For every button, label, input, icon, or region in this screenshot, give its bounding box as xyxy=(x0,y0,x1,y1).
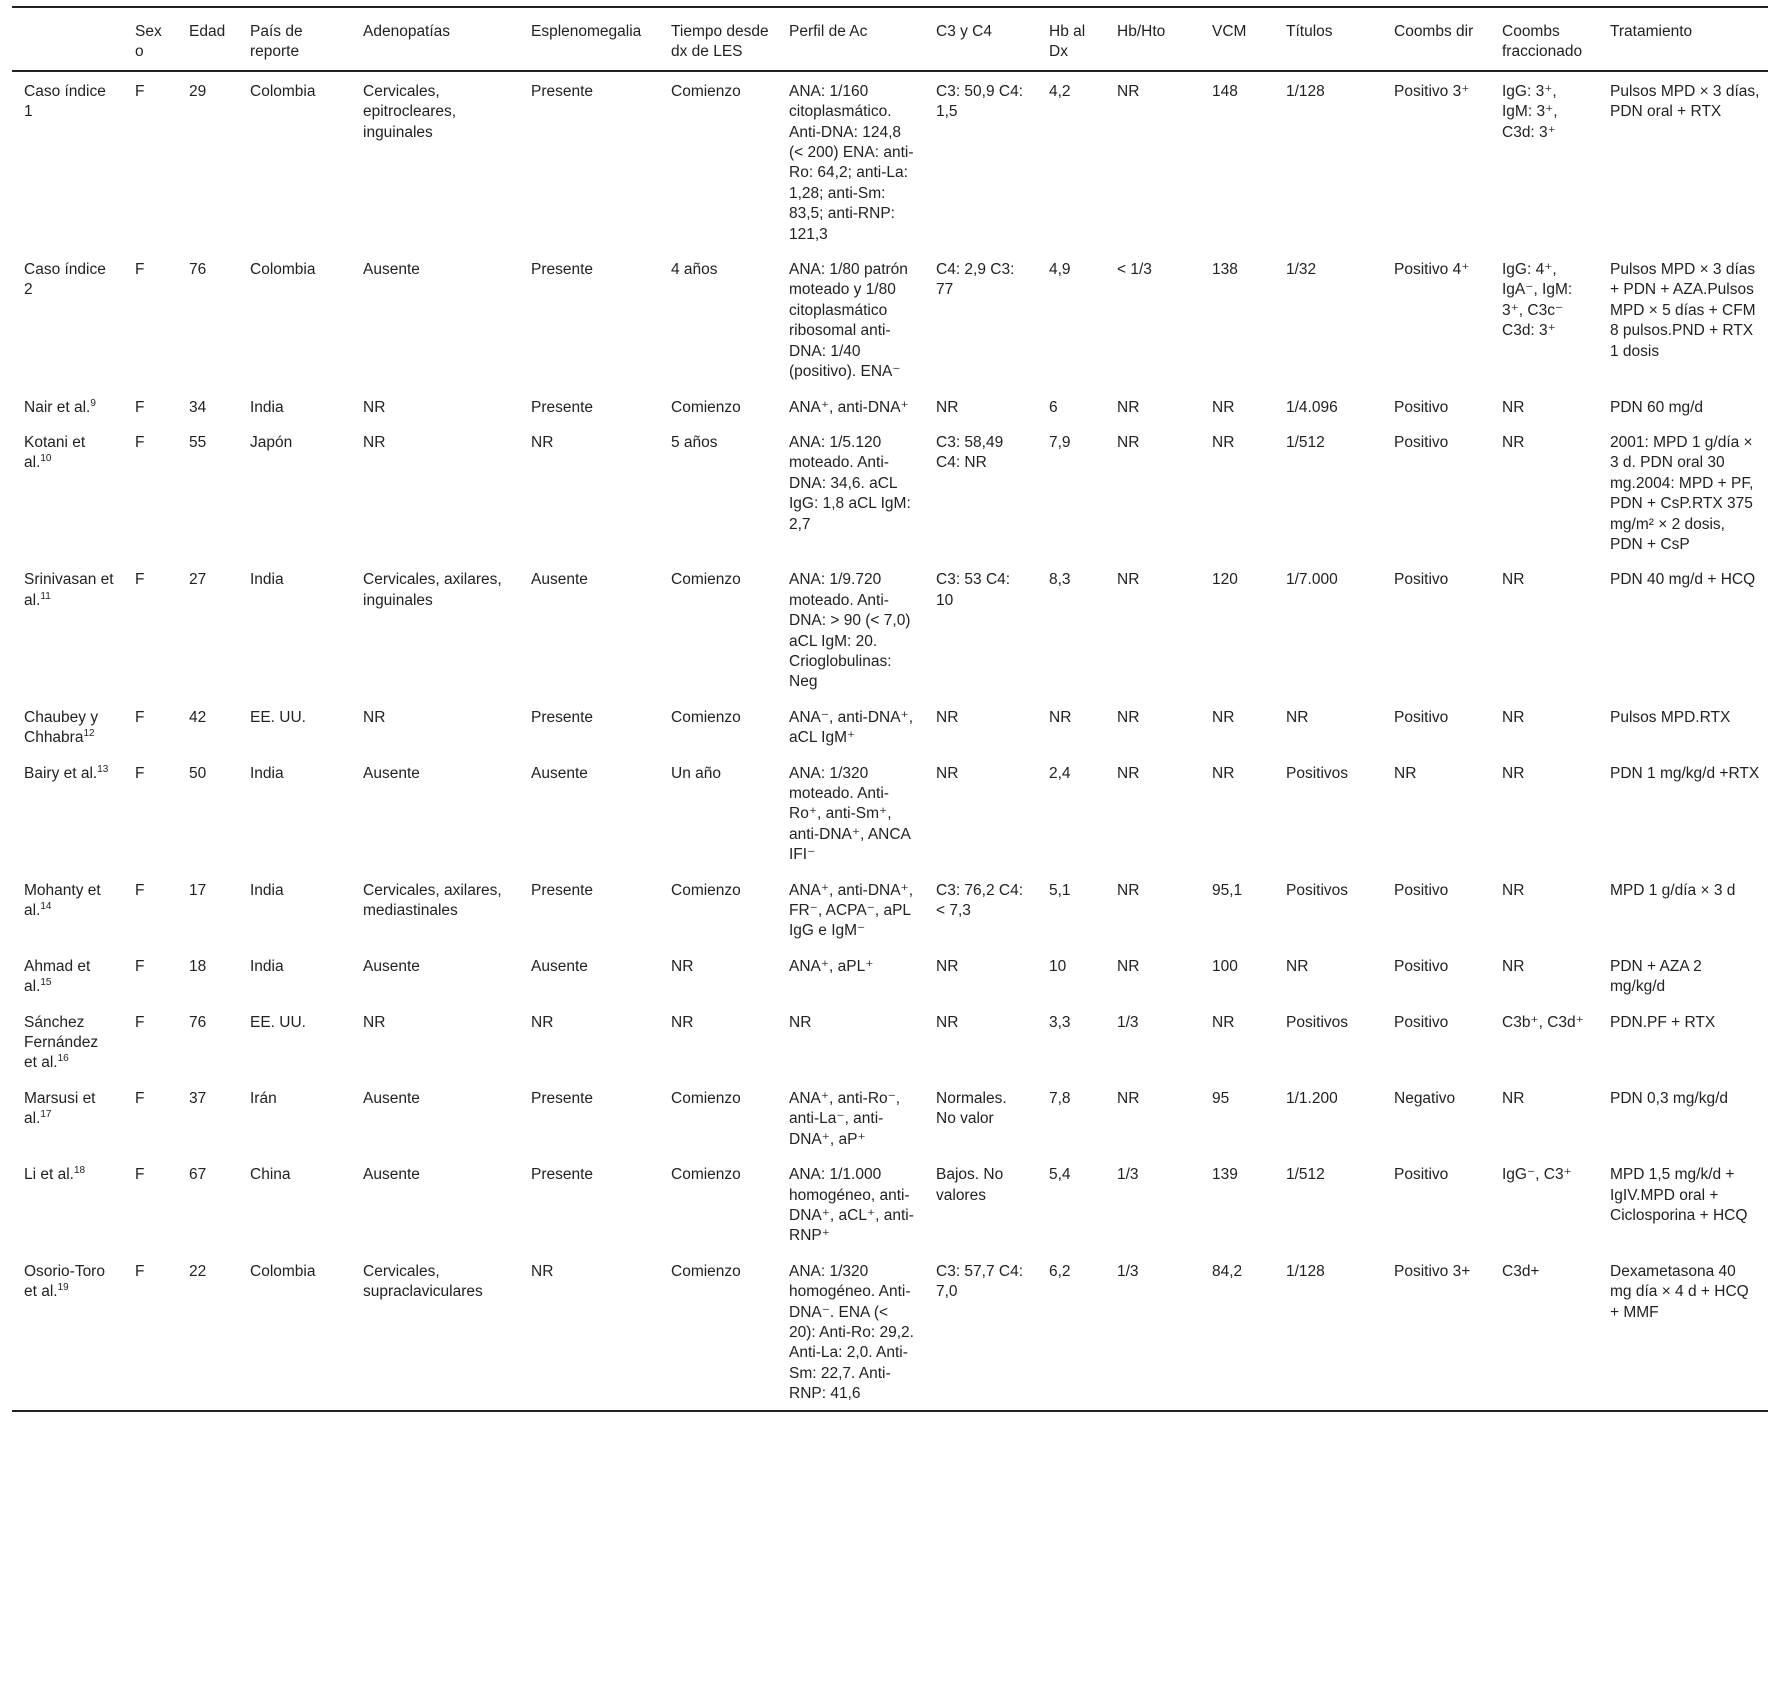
hb-hto-cell: NR xyxy=(1117,82,1140,100)
adenopatias-cell: Ausente xyxy=(363,764,420,782)
adenopatias-cell: Cervicales, axilares, mediastinales xyxy=(363,881,502,920)
pais-cell: India xyxy=(250,571,284,589)
titulos-cell: Positivos xyxy=(1286,764,1349,782)
edad-cell: 27 xyxy=(189,571,207,589)
table-row xyxy=(12,698,1768,754)
coombs-frac-cell: C3b⁺, C3d⁺ xyxy=(1502,1013,1584,1031)
coombs-dir-cell: Negativo xyxy=(1394,1089,1456,1107)
edad-cell: 42 xyxy=(189,708,207,726)
header-cell-hb-hto: Hb/Hto xyxy=(1117,23,1166,40)
perfil-ac-cell: ANA: 1/320 homogéneo. Anti-DNA⁻. ENA (< 20): Anti-Ro: 29,2. Anti-La: 2,0. Anti-Sm: 22,7. Anti-RNP: 41,6 xyxy=(789,1262,914,1403)
case-name: Osorio-Toro et al. xyxy=(24,1262,105,1301)
c3-c4-cell: C4: 2,9 C3: 77 xyxy=(936,261,1015,299)
header-cell-coombs-dir: Coombs dir xyxy=(1394,23,1474,40)
tratamiento-cell: PDN 60 mg/d xyxy=(1610,398,1704,416)
edad-cell: 67 xyxy=(189,1166,207,1184)
sexo-cell: F xyxy=(135,571,145,589)
reference-number: 9 xyxy=(90,397,96,409)
tiempo-cell: NR xyxy=(671,957,694,975)
vcm-cell: 139 xyxy=(1212,1166,1238,1184)
sexo-cell: F xyxy=(135,1089,145,1107)
edad-cell: 37 xyxy=(189,1089,207,1107)
perfil-ac-cell: ANA⁺, anti-Ro⁻, anti-La⁻, anti-DNA⁺, aP⁺ xyxy=(789,1089,901,1148)
pais-cell: Colombia xyxy=(250,261,316,279)
c3-c4-cell: C3: 58,49 C4: NR xyxy=(936,433,1004,472)
hb-hto-cell: < 1/3 xyxy=(1117,261,1152,279)
vcm-cell: 148 xyxy=(1212,82,1238,100)
titulos-cell: 1/512 xyxy=(1286,433,1325,451)
c3-c4-cell: NR xyxy=(936,957,959,975)
titulos-cell: Positivos xyxy=(1286,1013,1349,1031)
tiempo-cell: Comienzo xyxy=(671,1166,741,1184)
reference-number: 11 xyxy=(40,590,51,602)
tratamiento-cell: MPD 1,5 mg/k/d + IgIV.MPD oral + Ciclosporina + HCQ xyxy=(1610,1166,1748,1224)
vcm-cell: NR xyxy=(1212,433,1235,451)
esplenomegalia-cell: Presente xyxy=(531,881,594,899)
sexo-cell: F xyxy=(135,957,145,975)
header-cell-esplenomegalia: Esplenomegalia xyxy=(531,23,642,40)
case-name: Ahmad et al. xyxy=(24,957,91,996)
vcm-cell: 95 xyxy=(1212,1089,1230,1107)
c3-c4-cell: Bajos. No valores xyxy=(936,1166,1004,1204)
perfil-ac-cell: ANA: 1/9.720 moteado. Anti-DNA: > 90 (< 7,0) aCL IgM: 20. Crioglobulinas: Neg xyxy=(789,571,911,691)
hb-hto-cell: NR xyxy=(1117,881,1140,899)
pais-cell: India xyxy=(250,957,284,975)
header-cell-hb-dx: Hb al Dx xyxy=(1049,23,1086,61)
hb-hto-cell: 1/3 xyxy=(1117,1013,1139,1031)
reference-number: 17 xyxy=(40,1109,52,1121)
reference-number: 13 xyxy=(97,763,109,775)
case-cell xyxy=(12,388,123,423)
case-cell xyxy=(12,423,123,560)
header-row xyxy=(12,7,1768,71)
titulos-cell: NR xyxy=(1286,708,1309,726)
perfil-ac-cell: ANA⁻, anti-DNA⁺, aCL IgM⁺ xyxy=(789,708,914,747)
c3-c4-cell: C3: 53 C4: 10 xyxy=(936,571,1011,609)
table-row xyxy=(12,560,1768,697)
table-header xyxy=(12,7,1768,71)
hb-dx-cell: 5,4 xyxy=(1049,1166,1071,1184)
header-cell-vcm: VCM xyxy=(1212,23,1247,40)
pais-cell: EE. UU. xyxy=(250,1013,306,1031)
sexo-cell: F xyxy=(135,82,145,100)
hb-dx-cell: 6 xyxy=(1049,398,1058,416)
case-cell xyxy=(12,871,123,947)
perfil-ac-cell: ANA⁺, anti-DNA⁺, FR⁻, ACPA⁻, aPL IgG e IgM⁻ xyxy=(789,881,914,940)
vcm-cell: 95,1 xyxy=(1212,881,1243,899)
adenopatias-cell: NR xyxy=(363,1013,386,1031)
c3-c4-cell: C3: 57,7 C4: 7,0 xyxy=(936,1262,1024,1301)
coombs-frac-cell: NR xyxy=(1502,881,1525,899)
coombs-frac-cell: NR xyxy=(1502,1089,1525,1107)
esplenomegalia-cell: Presente xyxy=(531,398,594,416)
perfil-ac-cell: ANA: 1/5.120 moteado. Anti-DNA: 34,6. aCL IgG: 1,8 aCL IgM: 2,7 xyxy=(789,433,911,533)
coombs-frac-cell: NR xyxy=(1502,957,1525,975)
adenopatias-cell: NR xyxy=(363,433,386,451)
coombs-dir-cell: Positivo xyxy=(1394,571,1449,589)
vcm-cell: NR xyxy=(1212,1013,1235,1031)
tratamiento-cell: PDN 0,3 mg/kg/d xyxy=(1610,1089,1729,1107)
coombs-dir-cell: Positivo xyxy=(1394,708,1449,726)
coombs-dir-cell: Positivo xyxy=(1394,1166,1449,1184)
case-name: Chaubey y Chhabra xyxy=(24,708,99,747)
esplenomegalia-cell: Presente xyxy=(531,1166,594,1184)
edad-cell: 29 xyxy=(189,82,207,100)
pais-cell: India xyxy=(250,398,284,416)
coombs-frac-cell: IgG: 4⁺, IgA⁻, IgM: 3⁺, C3c⁻ C3d: 3⁺ xyxy=(1502,261,1573,340)
coombs-dir-cell: NR xyxy=(1394,764,1417,782)
header-cell-tratamiento: Tratamiento xyxy=(1610,23,1693,40)
coombs-frac-cell: NR xyxy=(1502,764,1525,782)
coombs-dir-cell: Positivo xyxy=(1394,881,1449,899)
titulos-cell: NR xyxy=(1286,957,1309,975)
table-row xyxy=(12,71,1768,250)
case-name: Bairy et al. xyxy=(24,764,98,782)
coombs-frac-cell: NR xyxy=(1502,708,1525,726)
coombs-frac-cell: NR xyxy=(1502,398,1525,416)
tiempo-cell: Comienzo xyxy=(671,881,741,899)
esplenomegalia-cell: NR xyxy=(531,1013,554,1031)
tratamiento-cell: PDN + AZA 2 mg/kg/d xyxy=(1610,957,1702,996)
tiempo-cell: Comienzo xyxy=(671,708,741,726)
header-cell-edad: Edad xyxy=(189,23,226,40)
titulos-cell: 1/512 xyxy=(1286,1166,1325,1184)
coombs-dir-cell: Positivo 3+ xyxy=(1394,1262,1471,1280)
table-row xyxy=(12,423,1768,560)
tratamiento-cell: Pulsos MPD.RTX xyxy=(1610,708,1731,726)
tiempo-cell: NR xyxy=(671,1013,694,1031)
case-cell xyxy=(12,560,123,697)
pais-cell: India xyxy=(250,764,284,782)
hb-hto-cell: NR xyxy=(1117,398,1140,416)
table-row xyxy=(12,1252,1768,1411)
esplenomegalia-cell: Presente xyxy=(531,261,594,279)
case-cell xyxy=(12,698,123,754)
case-cell xyxy=(12,1155,123,1252)
c3-c4-cell: NR xyxy=(936,398,959,416)
sexo-cell: F xyxy=(135,1262,145,1280)
pais-cell: EE. UU. xyxy=(250,708,306,726)
hb-hto-cell: NR xyxy=(1117,1089,1140,1107)
reference-number: 18 xyxy=(73,1164,86,1176)
coombs-dir-cell: Positivo xyxy=(1394,957,1449,975)
titulos-cell: 1/4.096 xyxy=(1286,398,1338,416)
header-cell-perfil: Perfil de Ac xyxy=(789,23,868,40)
case-name: Caso índice 1 xyxy=(24,82,106,121)
c3-c4-cell: Normales. No valor xyxy=(936,1089,1007,1128)
vcm-cell: 120 xyxy=(1212,571,1238,589)
perfil-ac-cell: ANA: 1/320 moteado. Anti-Ro⁺, anti-Sm⁺, anti-DNA⁺, ANCA IFI⁻ xyxy=(789,764,911,864)
tratamiento-cell: Pulsos MPD × 3 días, PDN oral + RTX xyxy=(1610,82,1760,121)
case-cell xyxy=(12,250,123,387)
vcm-cell: 138 xyxy=(1212,261,1238,279)
hb-hto-cell: 1/3 xyxy=(1117,1262,1139,1280)
coombs-dir-cell: Positivo 4⁺ xyxy=(1394,261,1470,279)
adenopatias-cell: Cervicales, epitrocleares, inguinales xyxy=(363,82,457,141)
adenopatias-cell: Cervicales, axilares, inguinales xyxy=(363,571,502,609)
hb-dx-cell: 7,9 xyxy=(1049,433,1071,451)
hb-dx-cell: 4,9 xyxy=(1049,261,1071,279)
hb-dx-cell: 3,3 xyxy=(1049,1013,1071,1031)
case-name: Sánchez Fernández et al. xyxy=(24,1013,99,1072)
vcm-cell: 100 xyxy=(1212,957,1238,975)
header-cell-case xyxy=(12,7,123,71)
case-name: Nair et al. xyxy=(24,398,91,416)
table-row xyxy=(12,754,1768,871)
hb-hto-cell: 1/3 xyxy=(1117,1166,1139,1184)
esplenomegalia-cell: Presente xyxy=(531,82,594,100)
coombs-frac-cell: NR xyxy=(1502,571,1525,589)
reference-number: 10 xyxy=(40,453,52,465)
perfil-ac-cell: ANA: 1/1.000 homogéneo, anti-DNA⁺, aCL⁺, anti-RNP⁺ xyxy=(789,1166,914,1245)
sexo-cell: F xyxy=(135,881,145,899)
titulos-cell: 1/1.200 xyxy=(1286,1089,1338,1107)
tratamiento-cell: PDN 40 mg/d + HCQ xyxy=(1610,571,1756,589)
adenopatias-cell: NR xyxy=(363,398,386,416)
coombs-dir-cell: Positivo xyxy=(1394,433,1449,451)
esplenomegalia-cell: Presente xyxy=(531,708,594,726)
hb-dx-cell: 6,2 xyxy=(1049,1262,1071,1280)
coombs-dir-cell: Positivo 3⁺ xyxy=(1394,82,1470,100)
tratamiento-cell: PDN 1 mg/kg/d +RTX xyxy=(1610,764,1760,782)
table-body xyxy=(12,71,1768,1411)
adenopatias-cell: Ausente xyxy=(363,957,420,975)
pais-cell: Irán xyxy=(250,1089,277,1107)
edad-cell: 34 xyxy=(189,398,207,416)
case-cell xyxy=(12,1079,123,1155)
hb-dx-cell: 8,3 xyxy=(1049,571,1071,589)
esplenomegalia-cell: Ausente xyxy=(531,764,588,782)
titulos-cell: 1/32 xyxy=(1286,261,1317,279)
hb-dx-cell: 2,4 xyxy=(1049,764,1071,782)
c3-c4-cell: NR xyxy=(936,708,959,726)
header-cell-pais: País de reporte xyxy=(250,23,303,61)
c3-c4-cell: C3: 50,9 C4: 1,5 xyxy=(936,82,1024,121)
hb-hto-cell: NR xyxy=(1117,571,1140,589)
table-row xyxy=(12,250,1768,387)
table-row xyxy=(12,947,1768,1003)
reference-number: 19 xyxy=(57,1281,69,1293)
sexo-cell: F xyxy=(135,398,145,416)
table-row xyxy=(12,871,1768,947)
titulos-cell: 1/128 xyxy=(1286,1262,1325,1280)
tiempo-cell: Comienzo xyxy=(671,82,741,100)
sexo-cell: F xyxy=(135,261,145,279)
reference-number: 15 xyxy=(40,977,52,989)
esplenomegalia-cell: Ausente xyxy=(531,957,588,975)
titulos-cell: Positivos xyxy=(1286,881,1349,899)
titulos-cell: 1/7.000 xyxy=(1286,571,1338,589)
header-cell-titulos: Títulos xyxy=(1286,23,1333,40)
vcm-cell: 84,2 xyxy=(1212,1262,1243,1280)
esplenomegalia-cell: NR xyxy=(531,1262,554,1280)
case-cell xyxy=(12,1003,123,1079)
edad-cell: 76 xyxy=(189,1013,207,1031)
reference-number: 12 xyxy=(83,728,95,740)
hb-hto-cell: NR xyxy=(1117,433,1140,451)
tiempo-cell: Comienzo xyxy=(671,398,741,416)
pais-cell: China xyxy=(250,1166,291,1184)
hb-hto-cell: NR xyxy=(1117,764,1140,782)
case-name: Caso índice 2 xyxy=(24,261,106,299)
pais-cell: India xyxy=(250,881,284,899)
esplenomegalia-cell: Presente xyxy=(531,1089,594,1107)
titulos-cell: 1/128 xyxy=(1286,82,1325,100)
tratamiento-cell: Pulsos MPD × 3 días + PDN + AZA.Pulsos MPD × 5 días + CFM 8 pulsos.PND + RTX 1 dosis xyxy=(1610,261,1756,360)
sexo-cell: F xyxy=(135,433,145,451)
c3-c4-cell: NR xyxy=(936,764,959,782)
tratamiento-cell: PDN.PF + RTX xyxy=(1610,1013,1716,1031)
sexo-cell: F xyxy=(135,1013,145,1031)
tratamiento-cell: MPD 1 g/día × 3 d xyxy=(1610,881,1736,899)
sexo-cell: F xyxy=(135,708,145,726)
tratamiento-cell: Dexametasona 40 mg día × 4 d + HCQ + MMF xyxy=(1610,1262,1749,1321)
reference-number: 16 xyxy=(57,1053,69,1065)
coombs-dir-cell: Positivo xyxy=(1394,398,1449,416)
table-row xyxy=(12,1003,1768,1079)
edad-cell: 55 xyxy=(189,433,207,451)
hb-dx-cell: 4,2 xyxy=(1049,82,1071,100)
hb-hto-cell: NR xyxy=(1117,957,1140,975)
case-name: Li et al. xyxy=(24,1166,74,1184)
pais-cell: Colombia xyxy=(250,82,316,100)
tiempo-cell: 4 años xyxy=(671,261,718,279)
edad-cell: 22 xyxy=(189,1262,207,1280)
coombs-frac-cell: IgG: 3⁺, IgM: 3⁺, C3d: 3⁺ xyxy=(1502,82,1558,141)
vcm-cell: NR xyxy=(1212,764,1235,782)
adenopatias-cell: Ausente xyxy=(363,1166,420,1184)
tiempo-cell: Un año xyxy=(671,764,721,782)
case-cell xyxy=(12,71,123,250)
esplenomegalia-cell: NR xyxy=(531,433,554,451)
edad-cell: 18 xyxy=(189,957,207,975)
tratamiento-cell: 2001: MPD 1 g/día × 3 d. PDN oral 30 mg.2004: MPD + PF, PDN + CsP.RTX 375 mg/m² × 2 dosis, PDN + CsP xyxy=(1610,433,1754,553)
perfil-ac-cell: ANA⁺, aPL⁺ xyxy=(789,957,874,975)
tiempo-cell: Comienzo xyxy=(671,1262,741,1280)
header-cell-c3c4: C3 y C4 xyxy=(936,23,992,40)
coombs-frac-cell: NR xyxy=(1502,433,1525,451)
tiempo-cell: Comienzo xyxy=(671,571,741,589)
reference-number: 14 xyxy=(40,900,52,912)
perfil-ac-cell: ANA⁺, anti-DNA⁺ xyxy=(789,398,909,416)
sexo-cell: F xyxy=(135,764,145,782)
adenopatias-cell: NR xyxy=(363,708,386,726)
table-row xyxy=(12,1079,1768,1155)
header-cell-sexo: Sexo xyxy=(135,23,162,61)
hb-dx-cell: 10 xyxy=(1049,957,1067,975)
case-cell xyxy=(12,754,123,871)
case-cell xyxy=(12,1252,123,1411)
header-cell-coombs-frac: Coombs fraccionado xyxy=(1502,23,1583,61)
table-row xyxy=(12,388,1768,423)
case-name: Marsusi et al. xyxy=(24,1089,96,1128)
perfil-ac-cell: ANA: 1/160 citoplasmático. Anti-DNA: 124,8 (< 200) ENA: anti-Ro: 64,2; anti-La: 1,28; anti-Sm: 83,5; anti-RNP: 121,3 xyxy=(789,82,914,243)
adenopatias-cell: Ausente xyxy=(363,261,420,279)
vcm-cell: NR xyxy=(1212,398,1235,416)
hb-dx-cell: 5,1 xyxy=(1049,881,1071,899)
adenopatias-cell: Cervicales, supraclaviculares xyxy=(363,1262,483,1301)
coombs-frac-cell: IgG⁻, C3⁺ xyxy=(1502,1166,1572,1184)
vcm-cell: NR xyxy=(1212,708,1235,726)
c3-c4-cell: NR xyxy=(936,1013,959,1031)
tiempo-cell: Comienzo xyxy=(671,1089,741,1107)
hb-dx-cell: 7,8 xyxy=(1049,1089,1071,1107)
case-cell xyxy=(12,947,123,1003)
c3-c4-cell: C3: 76,2 C4: < 7,3 xyxy=(936,881,1024,920)
sexo-cell: F xyxy=(135,1166,145,1184)
adenopatias-cell: Ausente xyxy=(363,1089,420,1107)
edad-cell: 76 xyxy=(189,261,207,279)
esplenomegalia-cell: Ausente xyxy=(531,571,588,589)
case-name: Kotani et al. xyxy=(24,433,86,472)
case-name: Mohanty et al. xyxy=(24,881,101,920)
perfil-ac-cell: NR xyxy=(789,1013,812,1031)
edad-cell: 50 xyxy=(189,764,207,782)
table-row xyxy=(12,1155,1768,1252)
edad-cell: 17 xyxy=(189,881,207,899)
header-cell-adenopatias: Adenopatías xyxy=(363,23,451,40)
coombs-dir-cell: Positivo xyxy=(1394,1013,1449,1031)
perfil-ac-cell: ANA: 1/80 patrón moteado y 1/80 citoplasmático ribosomal anti-DNA: 1/40 (positivo). ENA⁻ xyxy=(789,261,908,381)
pais-cell: Colombia xyxy=(250,1262,316,1280)
coombs-frac-cell: C3d+ xyxy=(1502,1262,1540,1280)
header-cell-tiempo: Tiempo desde dx de LES xyxy=(671,23,769,61)
case-name: Srinivasan et al. xyxy=(24,571,114,609)
case-reports-table xyxy=(12,6,1768,1412)
hb-dx-cell: NR xyxy=(1049,708,1072,726)
tiempo-cell: 5 años xyxy=(671,433,718,451)
pais-cell: Japón xyxy=(250,433,293,451)
hb-hto-cell: NR xyxy=(1117,708,1140,726)
